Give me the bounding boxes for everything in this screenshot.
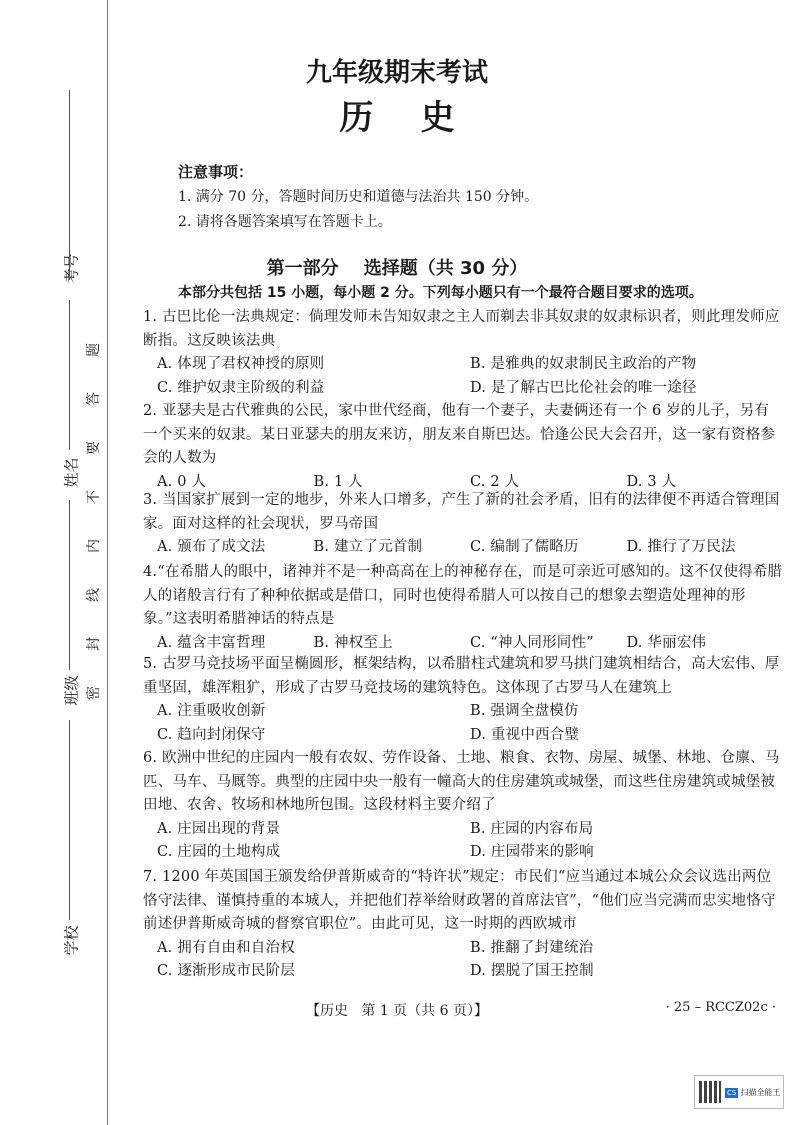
option-a[interactable]: A. 蕴含丰富哲理: [157, 634, 266, 651]
option-c[interactable]: C. 维护奴隶主阶级的利益: [157, 379, 325, 396]
seal-char: 答: [86, 392, 102, 406]
option-d[interactable]: D. 是了解古巴比伦社会的唯一途径: [470, 379, 697, 396]
seal-char: 线: [86, 588, 102, 602]
question-stem: 3. 当国家扩展到一定的地步，外来人口增多，产生了新的社会矛盾，旧有的法律便不再适合管理国家。面对这样的社会现状，罗马帝国: [143, 492, 780, 532]
option-c[interactable]: C. 编制了儒略历: [470, 539, 579, 555]
school-field[interactable]: [69, 720, 70, 920]
section-instruction: 本部分共包括 15 小题，每小题 2 分。下列每小题只有一个最符合题目要求的选项。: [178, 285, 703, 301]
option-b[interactable]: B. 庄园的内容布局: [470, 820, 594, 837]
name-field[interactable]: [69, 300, 70, 450]
option-d[interactable]: D. 庄园带来的影响: [470, 844, 594, 860]
binding-line: [107, 0, 108, 1125]
subject-title: 历 史: [339, 98, 455, 138]
notice-item: 2. 请将各题答案填写在答题卡上。: [178, 214, 392, 230]
school-label: 学校: [62, 925, 81, 956]
seal-char: 题: [86, 343, 102, 357]
option-d[interactable]: D. 重视中西合璧: [470, 726, 580, 743]
notice-block: [178, 160, 538, 235]
name-label: 姓名: [62, 457, 81, 488]
option-b[interactable]: B. 是雅典的奴隶制民主政治的产物: [470, 356, 697, 372]
class-field[interactable]: [69, 500, 70, 670]
option-a[interactable]: A. 拥有自由和自治权: [157, 939, 295, 956]
question-1: [143, 306, 783, 400]
question-7: [143, 866, 783, 984]
section-title: 第一部分 选择题（共 30 分）: [266, 258, 528, 279]
question-6: [143, 747, 783, 865]
qr-code-icon: [699, 1081, 721, 1103]
option-c[interactable]: C. 庄园的土地构成: [157, 844, 281, 860]
question-stem: 1. 古巴比伦一法典规定：倘理发师未告知奴隶之主人而剃去非其奴隶的奴隶标识者，则此理发师应断指。这反映该法典: [143, 309, 780, 349]
seal-char: 内: [86, 539, 102, 553]
class-label: 班级: [62, 675, 81, 706]
notice-item: 1. 满分 70 分，答题时间历史和道德与法治共 150 分钟。: [178, 189, 539, 205]
option-d[interactable]: D. 推行了万民法: [626, 539, 736, 555]
question-stem: 2. 亚瑟夫是古代雅典的公民，家中世代经商，他有一个妻子，夫妻俩还有一个 6 岁的儿子，另有一个买来的奴隶。某日亚瑟夫的朋友来访，朋友来自斯巴达。恰逢公民大会召开，这一家有资格参会的人数为: [143, 403, 776, 466]
scanner-label: CS 扫描全能王: [727, 1087, 781, 1097]
seal-char: 封: [86, 637, 102, 651]
scanner-logo-icon: CS: [727, 1088, 737, 1097]
option-c[interactable]: C. 2 人: [470, 473, 520, 490]
option-b[interactable]: B. 强调全盘模仿: [470, 703, 579, 719]
seal-char: 不: [86, 490, 102, 504]
question-4: [143, 561, 783, 655]
seal-char: 要: [86, 441, 102, 455]
option-b[interactable]: B. 推翻了封建统治: [470, 939, 594, 956]
question-3: [143, 489, 783, 560]
option-c[interactable]: C. 逐渐形成市民阶层: [157, 963, 295, 979]
question-stem: 7. 1200 年英国国王颁发给伊普斯威奇的“特许状”规定：市民们“应当通过本城公众会议选出两位恪守法律、谨慎持重的本城人，并把他们荐举给财政署的首席法官”，“他们应当完满而忠实地恪守前述伊普斯威奇城的督察官职位”。由此可见，这一时期的西欧城市: [143, 869, 776, 932]
option-b[interactable]: B. 1 人: [313, 473, 363, 490]
question-2: [143, 400, 783, 494]
option-d[interactable]: D. 摆脱了国王控制: [470, 963, 594, 979]
exam-title: 九年级期末考试: [305, 58, 488, 88]
scanner-watermark: [694, 1075, 784, 1109]
question-stem: 6. 欧洲中世纪的庄园内一般有农奴、劳作设备、土地、粮食、衣物、房屋、城堡、林地、仓廪、马匹、马车、马厩等。典型的庄园中央一般有一幢高大的住房建筑或城堡，而这些住房建筑或城堡被田地、农舍、牧场和林地所包围。这段材料主要介绍了: [143, 750, 780, 813]
option-a[interactable]: A. 0 人: [157, 473, 207, 490]
seal-char: 密: [86, 686, 102, 700]
notice-heading: 注意事项：: [178, 163, 254, 181]
option-a[interactable]: A. 体现了君权神授的原则: [157, 356, 325, 372]
option-b[interactable]: B. 神权至上: [313, 634, 393, 651]
option-a[interactable]: A. 庄园出现的背景: [157, 820, 281, 837]
option-b[interactable]: B. 建立了元首制: [313, 539, 423, 555]
option-c[interactable]: C. 趋向封闭保守: [157, 726, 266, 743]
question-stem: 5. 古罗马竞技场平面呈椭圆形，框架结构，以希腊柱式建筑和罗马拱门建筑相结合，高大宏伟、厚重坚固，雄浑粗犷，形成了古罗马竞技场的建筑特色。这体现了古罗马人在建筑上: [143, 656, 780, 696]
paper-code: · 25 – RCCZ02c ·: [665, 1000, 776, 1015]
option-c[interactable]: C. “神人同形同性”: [470, 634, 594, 651]
question-5: [143, 653, 783, 747]
option-a[interactable]: A. 注重吸收创新: [157, 703, 266, 719]
option-d[interactable]: D. 华丽宏伟: [626, 634, 707, 651]
page-footer: [0, 1000, 794, 1020]
question-stem: 4.“在希腊人的眼中，诸神并不是一种高高在上的神秘存在，而是可亲近可感知的。这不仅使得希腊人的诸般言行有了种种依据或是借口，同时也使得希腊人可以按自己的想象去塑造处理神的形象。”这表明希腊神话的特点是: [143, 564, 783, 627]
exam-number-label: 考号: [62, 253, 81, 284]
option-d[interactable]: D. 3 人: [626, 473, 677, 490]
option-a[interactable]: A. 颁布了成文法: [157, 539, 266, 555]
page-number: 【历史 第 1 页（共 6 页）】: [306, 1003, 488, 1019]
